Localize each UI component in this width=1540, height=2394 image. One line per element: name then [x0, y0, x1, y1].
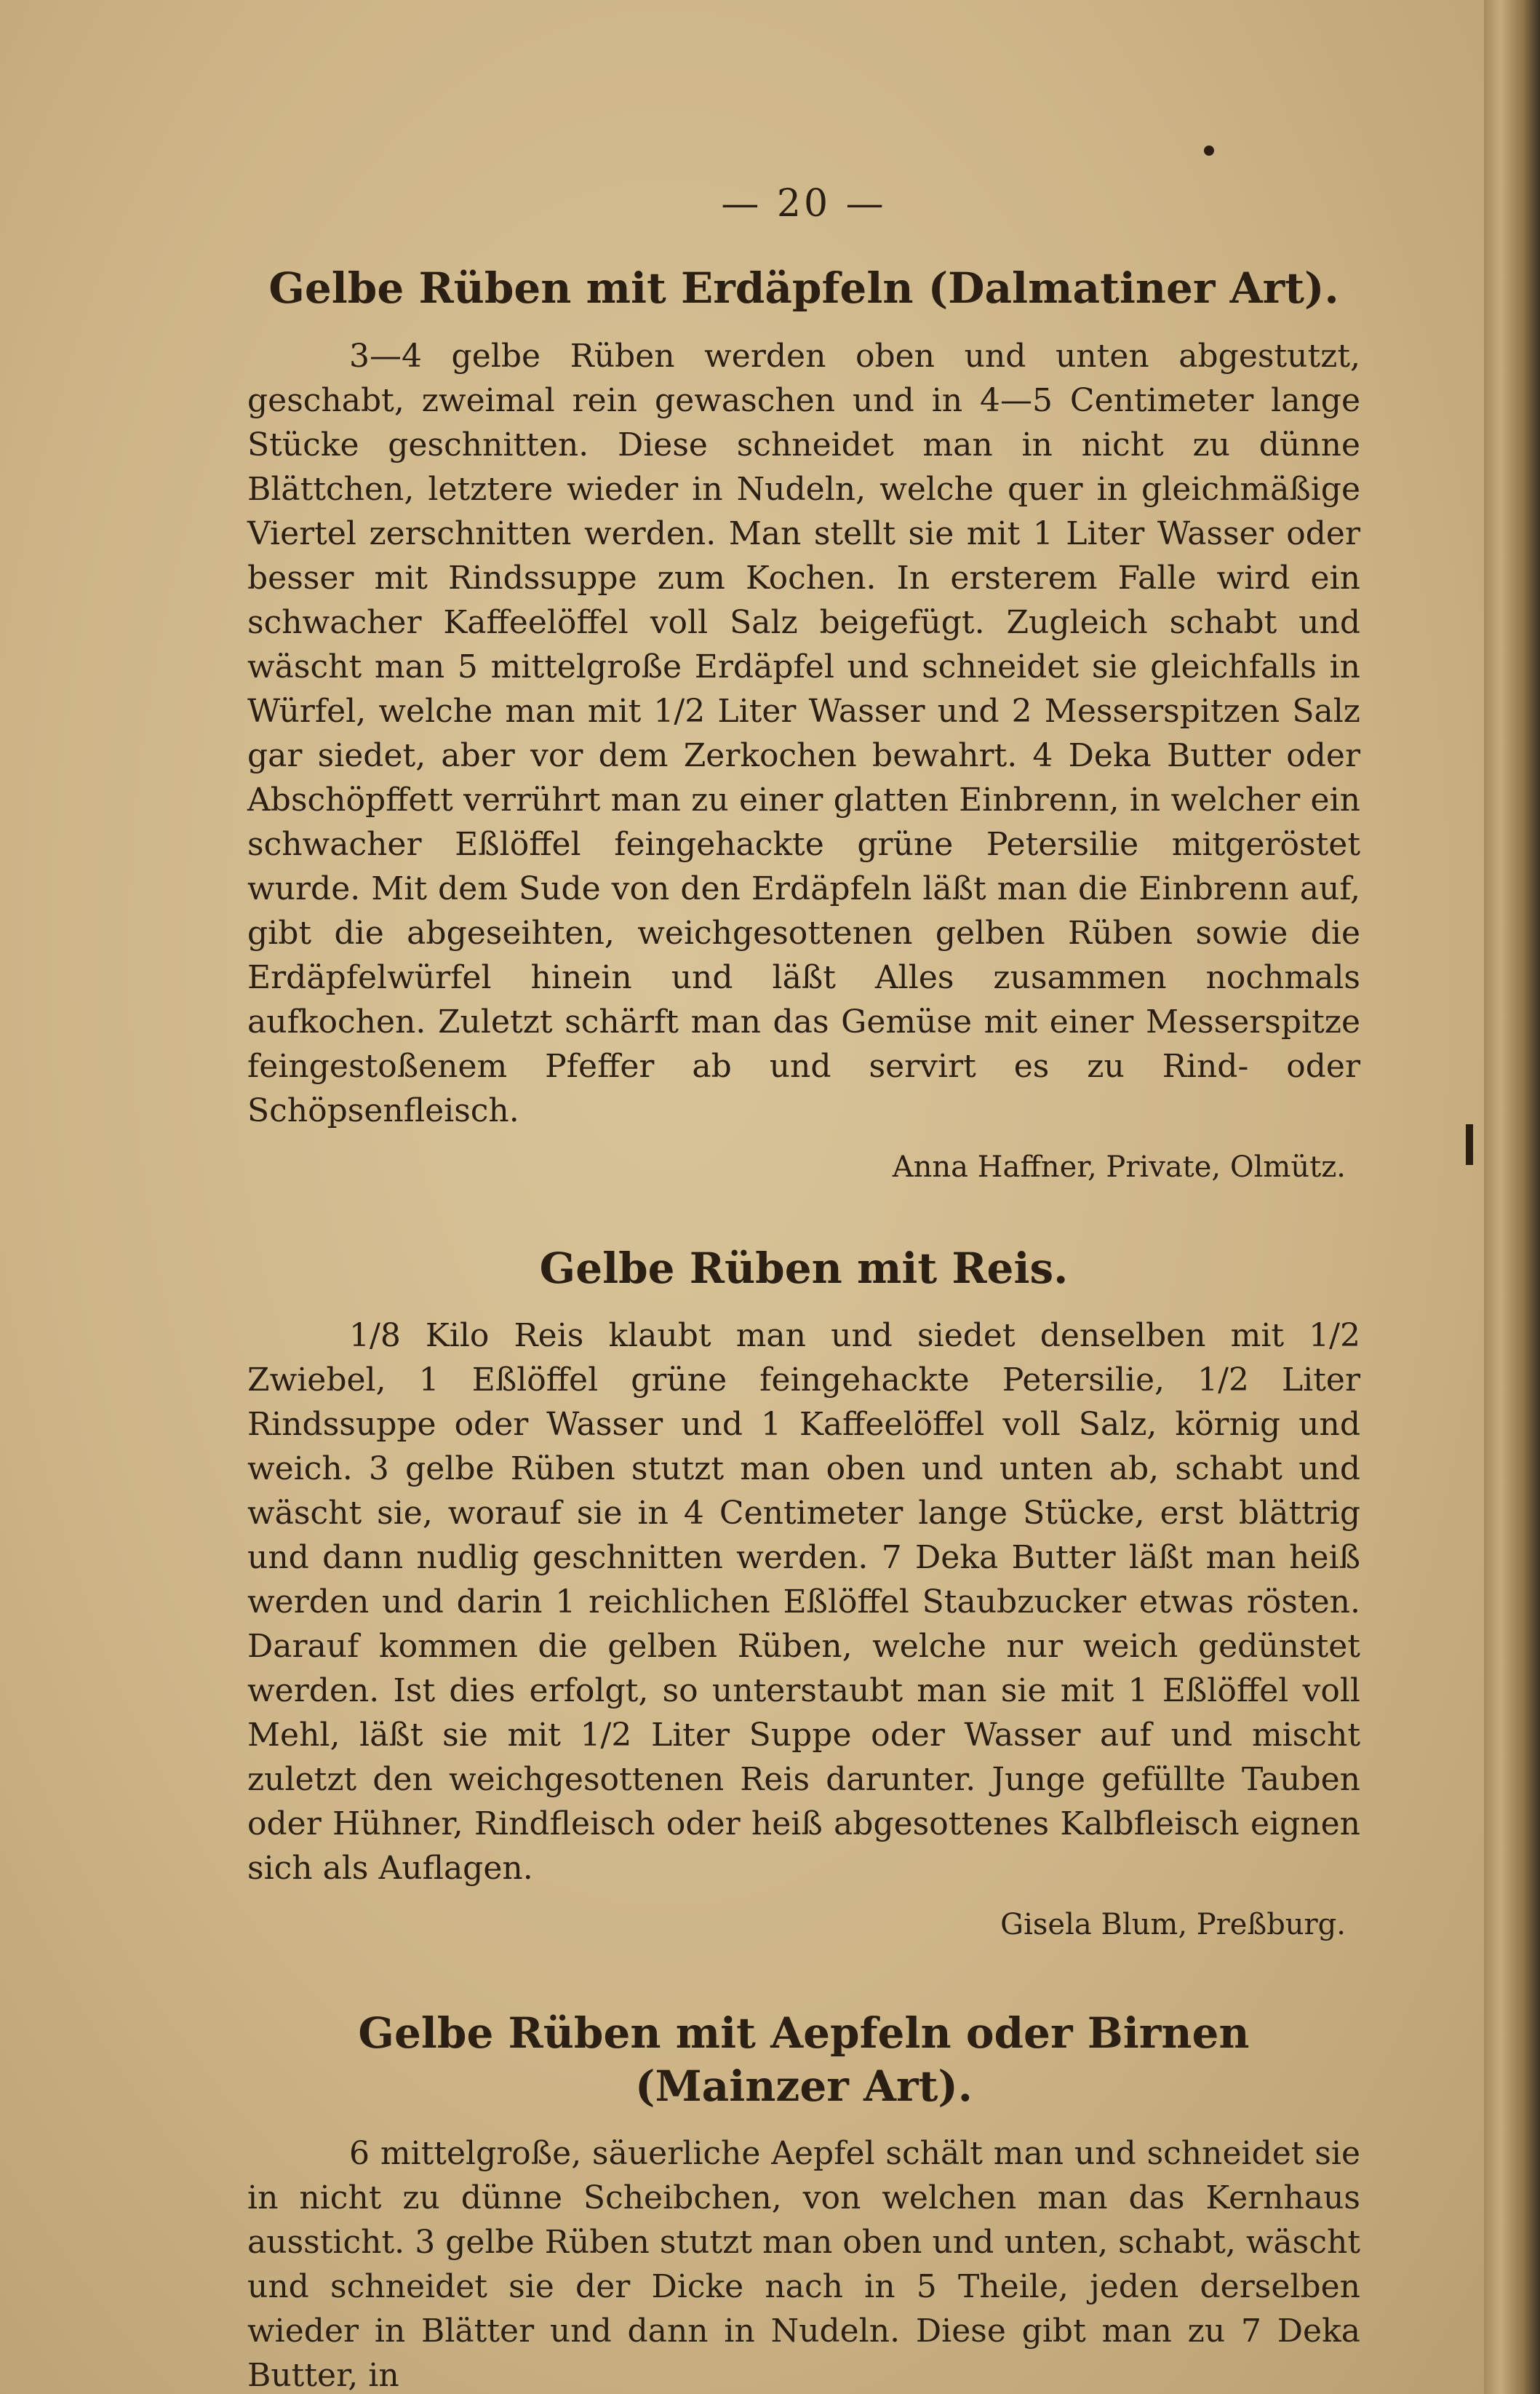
- book-spine: [1484, 0, 1540, 2394]
- recipe-aepfeln: [247, 2007, 1360, 2394]
- ink-speck: [1204, 146, 1214, 156]
- recipe-reis: [247, 1242, 1360, 1942]
- page-number: — 20 —: [721, 182, 887, 226]
- recipe-erdaepfeln: [247, 262, 1360, 1184]
- recipe-author: Gisela Blum, Preßburg.: [1000, 1908, 1346, 1941]
- recipe-body: 3—4 gelbe Rüben werden oben und unten abgestutzt, geschabt, zweimal rein gewaschen und in 4—5 Centimeter lange Stücke geschnitten. Diese schneidet man in nicht zu dünne Blättchen, letztere wieder in Nudeln, welche quer in gleichmäßige Viertel zerschnitten werden. Man stellt sie mit 1 Liter Wasser oder besser mit Rindssuppe zum Kochen. In ersterem Falle wird ein schwacher Kaffeelöffel voll Salz beigefügt. Zugleich schabt und wäscht man 5 mittelgroße Erdäpfel und schneidet sie gleichfalls in Würfel, welche man mit 1/2 Liter Wasser und 2 Messerspitzen Salz gar siedet, aber vor dem Zerkochen bewahrt. 4 Deka Butter oder Abschöpffett verrührt man zu einer glatten Einbrenn, in welcher ein schwacher Eßlöffel feingehackte grüne Petersilie mitgeröstet wurde. Mit dem Sude von den Erdäpfeln läßt man die Einbrenn auf, gibt die abgeseihten, weichgesottenen gelben Rüben sowie die Erdäpfelwürfel hinein und läßt Alles zusammen nochmals aufkochen. Zuletzt schärft man das Gemüse mit einer Messerspitze feingestoßenem Pfeffer ab und servirt es zu Rind- oder Schöpsenfleisch.: [247, 337, 1360, 1129]
- edge-mark: [1466, 1124, 1473, 1165]
- recipe-body: 6 mittelgroße, säuerliche Aepfel schält man und schneidet sie in nicht zu dünne Scheibchen, von welchen man das Kernhaus aussticht. 3 gelbe Rüben stutzt man oben und unten, schabt, wäscht und schneidet sie der Dicke nach in 5 Theile, jeden derselben wieder in Blätter und dann in Nudeln. Diese gibt man zu 7 Deka Butter, in: [247, 2135, 1360, 2394]
- recipe-body: 1/8 Kilo Reis klaubt man und siedet denselben mit 1/2 Zwiebel, 1 Eßlöffel grüne feingehackte Petersilie, 1/2 Liter Rindssuppe oder Wasser und 1 Kaffeelöffel voll Salz, körnig und weich. 3 gelbe Rüben stutzt man oben und unten ab, schabt und wäscht sie, worauf sie in 4 Centimeter lange Stücke, erst blättrig und dann nudlig geschnitten werden. 7 Deka Butter läßt man heiß werden und darin 1 reichlichen Eßlöffel Staubzucker etwas rösten. Darauf kommen die gelben Rüben, welche nur weich gedünstet werden. Ist dies erfolgt, so unterstaubt man sie mit 1 Eßlöffel voll Mehl, läßt sie mit 1/2 Liter Suppe oder Wasser auf und mischt zuletzt den weichgesottenen Reis darunter. Junge gefüllte Tauben oder Hühner, Rindfleisch oder heiß abgesottenes Kalbfleisch eignen sich als Auflagen.: [247, 1317, 1360, 1887]
- page-content: [247, 182, 1360, 2394]
- recipe-title: Gelbe Rüben mit Reis.: [539, 1243, 1069, 1293]
- recipe-author: Anna Haffner, Private, Olmütz.: [892, 1150, 1346, 1184]
- recipe-title: Gelbe Rüben mit Aepfeln oder Birnen (Mainzer Art).: [358, 2008, 1250, 2111]
- recipe-title: Gelbe Rüben mit Erdäpfeln (Dalmatiner Art).: [268, 263, 1339, 313]
